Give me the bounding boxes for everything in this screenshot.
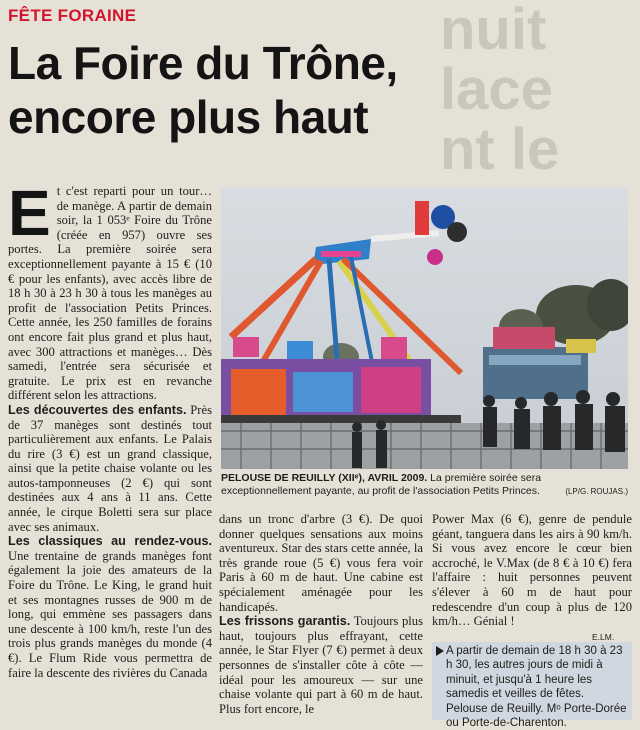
practical-info-box [432, 642, 632, 730]
article-column-2 [219, 512, 423, 716]
photo-credit: (LP/G. ROUJAS.) [565, 487, 628, 496]
subheading: Les découvertes des enfants. [8, 402, 187, 417]
paragraph [219, 512, 423, 614]
paragraph-text: Toujours plus haut, toujours plus effrayant, cette année, le Star Flyer (7 €) permet à deux personnes de s'installer côte à côte — idéal pour les amoureux — sur une chaise volante qui part à 60 m de haut. Plus fort encore, le [219, 614, 424, 716]
headline-line-2: encore plus haut [8, 91, 369, 143]
photo-caption [221, 472, 628, 498]
caption-location: PELOUSE DE REUILLY (XIIᵉ), AVRIL 2009. [221, 472, 428, 484]
triangle-bullet-icon [436, 646, 444, 656]
ride-illustration [221, 187, 628, 469]
subheading: Les classiques au rendez-vous. [8, 534, 212, 549]
practical-info-text: A partir de demain de 18 h 30 à 23 h 30, les autres jours de midi à minuit, et jusqu'à 1 heure les samedis et veilles de fêtes. Pelouse de Reuilly. Mᵒ Porte-Dorée ou Porte-de-Charenton. [446, 645, 627, 730]
headline-line-1: La Foire du Trône, [8, 37, 398, 89]
bleed-line: nuit [440, 0, 547, 62]
section-rubric: FÊTE FORAINE [8, 6, 137, 25]
paragraph [219, 614, 423, 716]
article-column-1 [8, 177, 212, 680]
paragraph [432, 512, 632, 629]
bleed-line: lace [440, 57, 553, 122]
intro-paragraph [8, 177, 212, 403]
paragraph [8, 534, 212, 680]
bleed-line: nt le [440, 117, 560, 175]
paragraph [8, 403, 212, 534]
paragraph-text: Power Max (6 €), genre de pendule géant, tanguera dans les airs à 90 km/h. Si vous avez encore le cœur bien accroché, le V.Max (de 8 € à 10 €) fera l'affaire : huit personnes peuvent s'élever à 60 m de haut pour redescendre d'un coup à plus de 120 km/h… Génial ! [432, 512, 632, 629]
subheading: Les frissons garantis. [219, 614, 351, 629]
drop-cap: E [8, 177, 51, 249]
author-signature: E.LM. [592, 632, 615, 642]
intro-text: t c'est reparti pour un tour… de manège. A partir de demain soir, la 1 053ᵉ Foire du Trône (créée en 957) ouvre ses portes. La première soirée sera exceptionnellement payante à 15 € (10 € pour les enfants), avec accès libre de 18 h 30 à 23 h 30 à tous les manèges au profit de l'association Petits Princes. Cette année, les 250 familles de forains ont encore fait plus grand et plus haut, avec 300 attractions et manèges… Dès samedi, l'entrée sera sécurisée et gratuite. Le prix est en revanche différent selon les attractions. [8, 184, 212, 403]
paragraph-text: dans un tronc d'arbre (3 €). De quoi donner quelques sensations aux moins aventureux. Star des stars cette année, la très grande roue (5 €) vous fera voir Paris à 60 m de haut. Une cabine est spécialement aménagée pour les handicapés. [219, 512, 423, 614]
paragraph-text: Près de 37 manèges sont destinés tout particulièrement aux enfants. Le Palais du rire (3 €) est un grand classique, ainsi que la petite chaise volante ou les autos-tamponneuses (2 €) qui sont destinées aux 4 ans à 11 ans. Cette année, le cirque Boletti sera sur place avec ses animaux. [8, 402, 212, 534]
fairground-photo [221, 187, 628, 469]
paragraph-text: Une trentaine de grands manèges font également la joie des amateurs de la Foire du Trône. Le King, le grand huit et ses montagnes russes de 900 m de long, qui emmène ses passagers dans une descente à 100 km/h, reste l'un des trois plus grands manèges du monde (4 €). Le Flum Ride vous permettra de faire la descente des rivières du Canada [8, 548, 212, 680]
article-column-3 [432, 512, 632, 629]
headline [8, 36, 528, 144]
caption-text: La première soirée sera exceptionnellement payante, au profit de l'association Petits Princes. [221, 472, 542, 497]
